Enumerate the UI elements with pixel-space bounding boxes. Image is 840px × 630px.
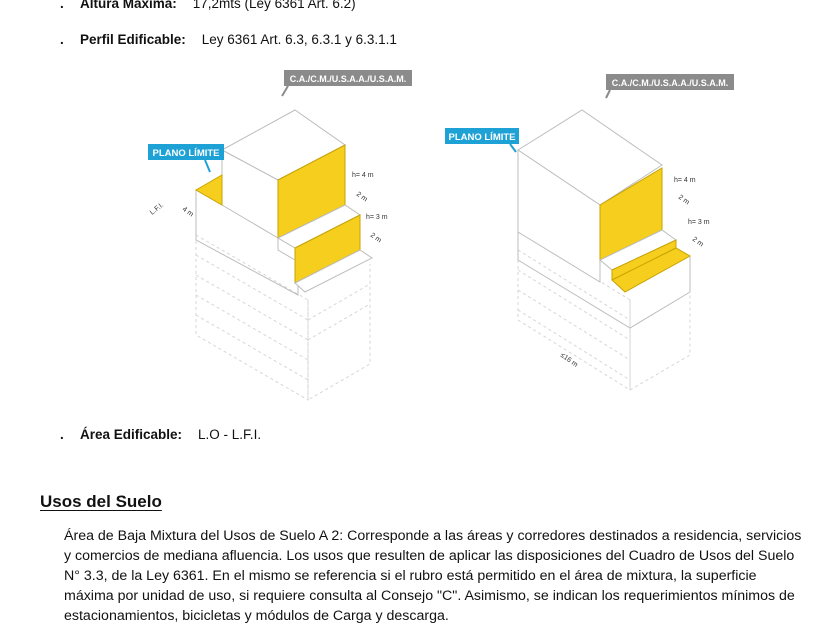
lfi-label: L.F.I.	[148, 201, 166, 217]
h4-right: h= 4 m	[674, 177, 696, 184]
area-value: L.O - L.F.I.	[198, 427, 262, 442]
perfil-value: Ley 6361 Art. 6.3, 6.3.1 y 6.3.1.1	[201, 32, 397, 47]
h3-left: h= 3 m	[366, 214, 388, 221]
plano-limite-right-text: PLANO LÍMITE	[448, 132, 516, 143]
bullet: .	[60, 0, 64, 11]
perfil-label: Perfil Edificable:	[80, 32, 186, 47]
right-isometric-diagram	[518, 110, 690, 390]
item-altura-maxima	[60, 0, 356, 11]
plano-limite-left-text: PLANO LÍMITE	[152, 148, 220, 159]
perfil-edificable-figure	[0, 60, 840, 420]
tag-left-text: C.A./C.M./U.S.A.A./U.S.A.M.	[289, 74, 407, 84]
left-plano-face	[196, 175, 222, 205]
item-area-edificable	[60, 427, 261, 442]
d2b-right: 2 m	[690, 235, 705, 249]
usos-del-suelo-paragraph: Área de Baja Mixtura del Usos de Suelo A 2: Corresponde a las áreas y corredores destinados a residencia, servicios y comercios de mediana afluencia. Los usos que resulten de aplicar las disposiciones del Cuadro de Usos del Suelo N° 3.3, de la Ley 6361. En el mismo se referencia si el rubro está permitido en el área de mixtura, la superficie máxima por unidad de uso, si requiere consulta al Consejo "C". Asimismo, se indican los requerimientos mínimos de estacionamientos, bicicletas y módulos de Carga y descarga.	[64, 528, 802, 624]
h4-left: h= 4 m	[352, 172, 374, 179]
area-label: Área Edificable:	[80, 427, 183, 442]
d2a-right: 2 m	[676, 193, 691, 207]
usos-del-suelo-heading: Usos del Suelo	[40, 492, 162, 511]
item-perfil-edificable	[60, 32, 397, 47]
bullet: .	[60, 427, 64, 442]
h3-right: h= 3 m	[688, 219, 710, 226]
bullet: .	[60, 32, 64, 47]
d2a-left: 2 m	[354, 190, 369, 204]
tag-right-text: C.A./C.M./U.S.A.A./U.S.A.M.	[611, 78, 729, 88]
altura-value: 17,2mts (Ley 6361 Art. 6.2)	[192, 0, 356, 11]
altura-label: Altura Maxima:	[80, 0, 177, 11]
d2b-left: 2 m	[368, 231, 383, 245]
d16-right: ≤16 m	[558, 351, 579, 369]
dim-4m-left: 4 m	[180, 205, 195, 219]
